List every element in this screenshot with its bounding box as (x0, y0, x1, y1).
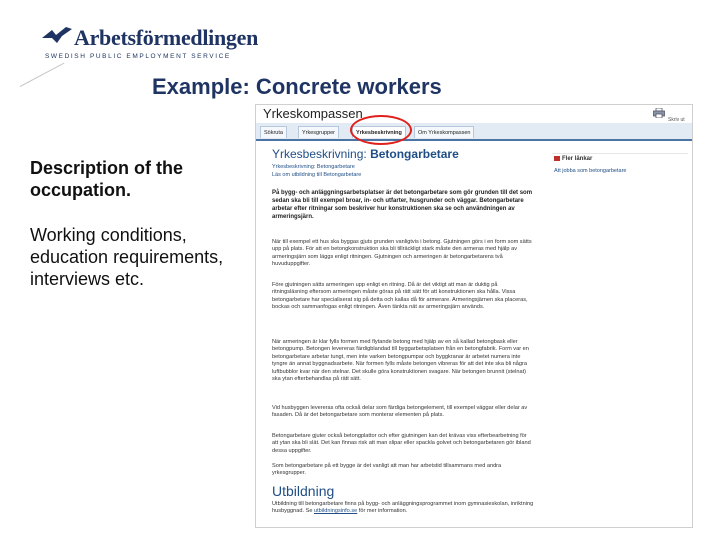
paragraph-3: Före gjutningen sätts armeringen upp enligt en ritning. Då är det viktigt att man är duktig på ritningsläsning eftersom armeringen måste göras på rätt sätt för att konstruktionen ska hålla. Vissa betongarbetare har specialiserat sig på detta och kallas då för armerare. Armeringsjärnen ska placeras, bockas och sammanfogas enligt ritningen. Även tänkta nät av armeringsjärn används. (272, 282, 528, 311)
sidebar-title-text: Fler länkar (562, 156, 593, 163)
site-header (256, 105, 692, 123)
sidebar-link[interactable]: Att jobba som betongarbetare (554, 168, 627, 174)
description-heading: Description of the occupation. (30, 158, 184, 200)
breadcrumb-link-1[interactable]: Yrkesbeskrivning: Betongarbetare (272, 164, 355, 170)
arrow-icon (554, 156, 560, 161)
education-heading: Utbildning (272, 483, 335, 499)
paragraph-5: Vid husbyggen levereras ofta också delar som färdiga betongelement, till exempel väggar eller delar av fasaden. Då är det betongarbetare som monterar elementen på plats. (272, 405, 528, 419)
occupation-name: Betongarbetare (370, 147, 459, 161)
occupation-content (272, 147, 542, 523)
tab-bar (256, 123, 692, 141)
print-icon[interactable] (653, 108, 665, 118)
education-text-tail: för mer information. (358, 508, 408, 515)
slide-title: Example: Concrete workers (152, 74, 442, 99)
tab-sokruta[interactable]: Sökruta (260, 126, 287, 138)
description-body: Working conditions, education requirements, interviews etc. (30, 225, 224, 289)
paragraph-6: Betongarbetare gjuter också betongplattor och efter gjutningen kan det krävas viss efterbearbetning för att ytan ska bli slät. Det kan finnas risk att man slipar eller spackla golvet och betongarbetaren gör ibland dessa uppgifter. (272, 433, 531, 454)
paragraph-4: När armeringen är klar fylls formen med flytande betong med hjälp av en så kallad betongbask eller betongpump. Betongen levereras färdigblandad till byggarbetsplatsen från en betongfabrik. Form var en betongarbetare arbetar tungt, men inte varken betongpumpar och byggkranar är arbetet numera inte tyngre än annat byggnadsarbete. När formen fylls måste betongen vibreras för att det inte ska bli några luftbubblor kvar när den stelnar. Det skulle göra konstruktionen svagare. När betongen brunnit (stelnat) ska ytan efterbehandlas på rätt sätt. (272, 339, 529, 383)
education-text-body: Utbildning till betongarbetare finns på bygg- och anläggningsprogrammet inom gymnasieskolan, inriktning husbyggnad. Se (272, 501, 534, 515)
education-link[interactable]: utbildningsinfo.se (314, 508, 358, 515)
occupation-heading (272, 147, 459, 161)
tab-yrkesbeskrivning[interactable]: Yrkesbeskrivning (352, 126, 406, 138)
logo-subtitle: SWEDISH PUBLIC EMPLOYMENT SERVICE (45, 53, 231, 60)
intro-paragraph: På bygg- och anläggningsarbetsplatser är det betongarbetare som gör grunden till det som sedan ska bli till exempel broar, in- och utfarter, husgrunder och väggar. Betongarbetare arbetar efter ritningar som beskriver hur konstruktionen ska se och användningen av armeringsjärn. (272, 190, 533, 220)
logo-name: Arbetsförmedlingen (74, 25, 259, 50)
highlight-circle (350, 115, 412, 145)
bird-logo-icon (40, 24, 74, 48)
breadcrumb-link-2[interactable]: Läs om utbildning till Betongarbetare (272, 172, 362, 178)
occupation-heading-prefix: Yrkesbeskrivning: (272, 147, 367, 161)
arbetsformedlingen-logo (40, 24, 259, 68)
paragraph-2: När till exempel ett hus ska byggas gjuts grunden vanligtvis i betong. Gjutningen görs i en form som sätts upp på plats. För att en betongkonstruktion ska bli tillräckligt stark måste den armeras med hjälp av armeringsjärn som läggs enligt ritningen. Gjutningen och armeringen är betongarbetarens två huvuduppgifter. (272, 239, 532, 268)
sidebar-links (552, 153, 688, 178)
print-label[interactable]: Skriv ut (668, 117, 685, 123)
education-text (272, 501, 534, 516)
site-title: Yrkeskompassen (263, 106, 363, 121)
website-screenshot (255, 104, 693, 528)
sidebar-title (554, 156, 592, 162)
paragraph-7: Som betongarbetare på ett bygge är det vanligt att man har arbetstid tillsammans med andra yrkesgrupper. (272, 463, 502, 477)
tab-yrkesgrupper[interactable]: Yrkesgrupper (298, 126, 339, 138)
tab-om-yrkeskompassen[interactable]: Om Yrkeskompassen (414, 126, 474, 138)
